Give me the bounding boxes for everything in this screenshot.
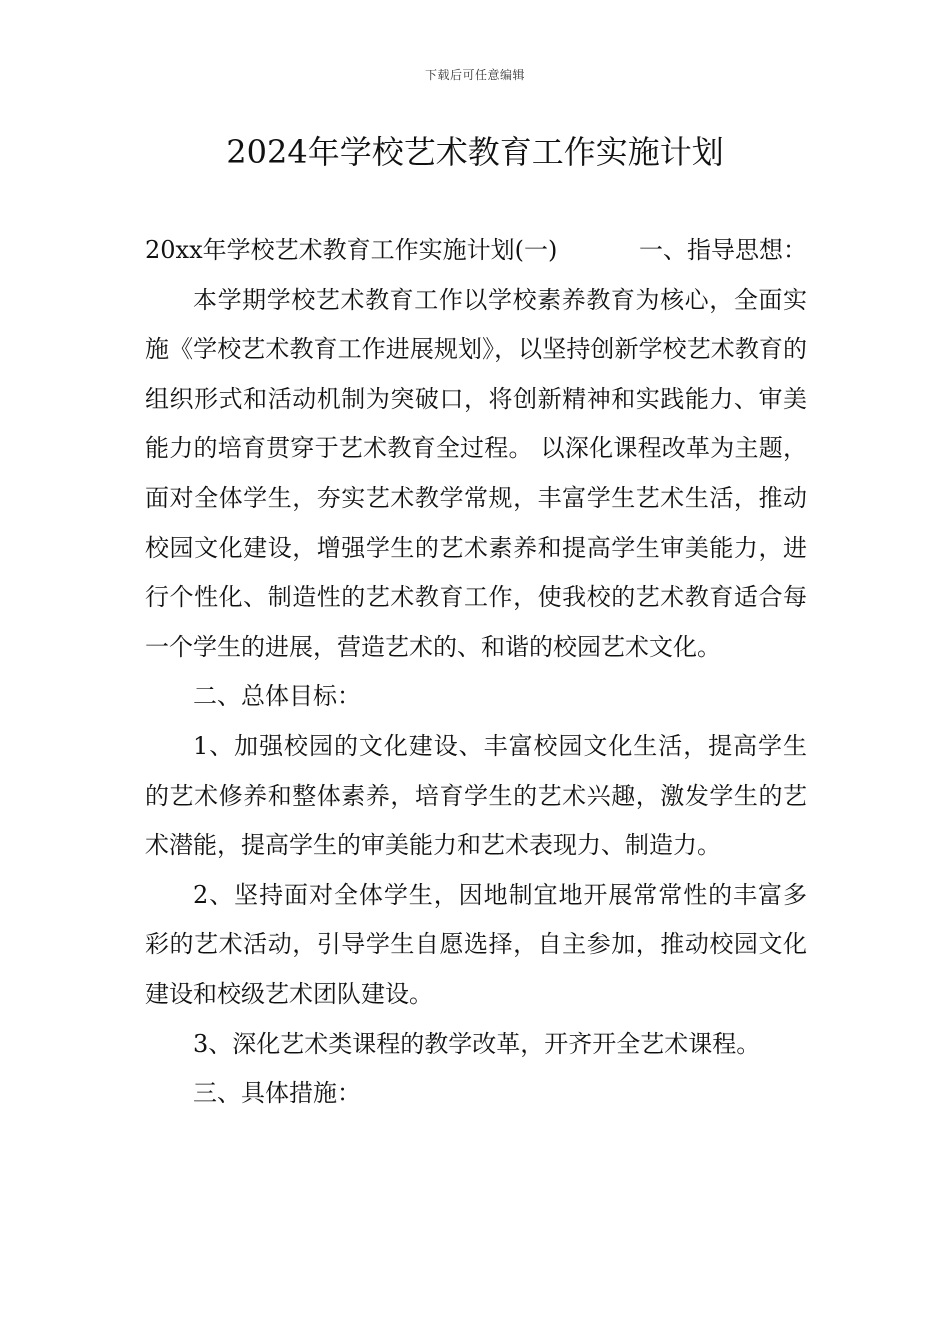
paragraph-guiding-thought: 本学期学校艺术教育工作以学校素养教育为核心，全面实施《学校艺术教育工作进展规划》，以坚持创新学校艺术教育的组织形式和活动机制为突破口，将创新精神和实践能力、审美能力的培育贯穿于艺术教育全过程。 以深化课程改革为主题，面对全体学生，夯实艺术教学常规，丰富学生艺术生活，推动校园文化建设，增强学生的艺术素养和提高学生审美能力，进行个性化、制造性的艺术教育工作，使我校的艺术教育适合每一个学生的进展，营造艺术的、和谐的校园艺术文化。: [145, 285, 807, 661]
plan-subtitle: 20xx年学校艺术教育工作实施计划(一): [145, 236, 558, 264]
paragraph-goal-3: 3、深化艺术类课程的教学改革，开齐开全艺术课程。: [193, 1029, 761, 1058]
section-heading-overall-goals: 二、总体目标：: [193, 682, 361, 711]
paragraph-goal-1: 1、加强校园的文化建设、丰富校园文化生活，提高学生的艺术修养和整体素养，培育学生的艺术兴趣，激发学生的艺术潜能，提高学生的审美能力和艺术表现力、制造力。: [145, 731, 807, 860]
section-heading-guiding-thought: 一、指导思想：: [639, 236, 807, 264]
paragraph-goal-2: 2、坚持面对全体学生，因地制宜地开展常常性的丰富多彩的艺术活动，引导学生自愿选择，自主参加，推动校园文化建设和校级艺术团队建设。: [145, 880, 807, 1008]
section-heading-specific-measures: 三、具体措施：: [193, 1079, 361, 1108]
header-note: 下载后可任意编辑: [424, 68, 525, 82]
page-title: 2024年学校艺术教育工作实施计划: [226, 133, 724, 171]
document-body: [145, 226, 807, 1119]
intro-line: [145, 226, 807, 276]
